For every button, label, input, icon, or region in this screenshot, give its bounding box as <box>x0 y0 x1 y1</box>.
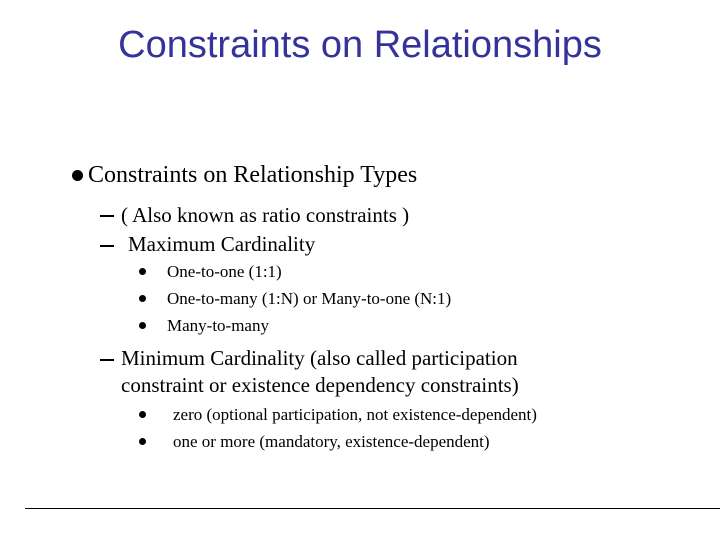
item-minimum-cardinality: Minimum Cardinality (also called participation <box>121 346 518 370</box>
dash-marker <box>100 359 114 361</box>
bullet-dot <box>139 411 146 418</box>
bullet-dot <box>139 438 146 445</box>
bullet-dot <box>139 295 146 302</box>
bullet-dot <box>72 170 83 181</box>
bullet-dot <box>139 322 146 329</box>
subitem-one-to-many: One-to-many (1:N) or Many-to-one (N:1) <box>167 289 452 308</box>
bullet-dot <box>139 268 146 275</box>
item-minimum-cardinality-cont: constraint or existence dependency constraints) <box>121 373 519 397</box>
slide-title: Constraints on Relationships <box>118 24 602 66</box>
item-ratio-constraints: ( Also known as ratio constraints ) <box>121 203 410 227</box>
dash-marker <box>100 245 114 247</box>
item-maximum-cardinality: Maximum Cardinality <box>128 232 316 256</box>
subitem-zero: zero (optional participation, not existence-dependent) <box>173 405 537 424</box>
subitem-one-or-more: one or more (mandatory, existence-dependent) <box>173 432 490 451</box>
heading-relationship-types: Constraints on Relationship Types <box>88 162 418 188</box>
subitem-one-to-one: One-to-one (1:1) <box>167 262 282 281</box>
subitem-many-to-many: Many-to-many <box>167 316 269 335</box>
footer-divider <box>25 508 720 509</box>
dash-marker <box>100 215 114 217</box>
